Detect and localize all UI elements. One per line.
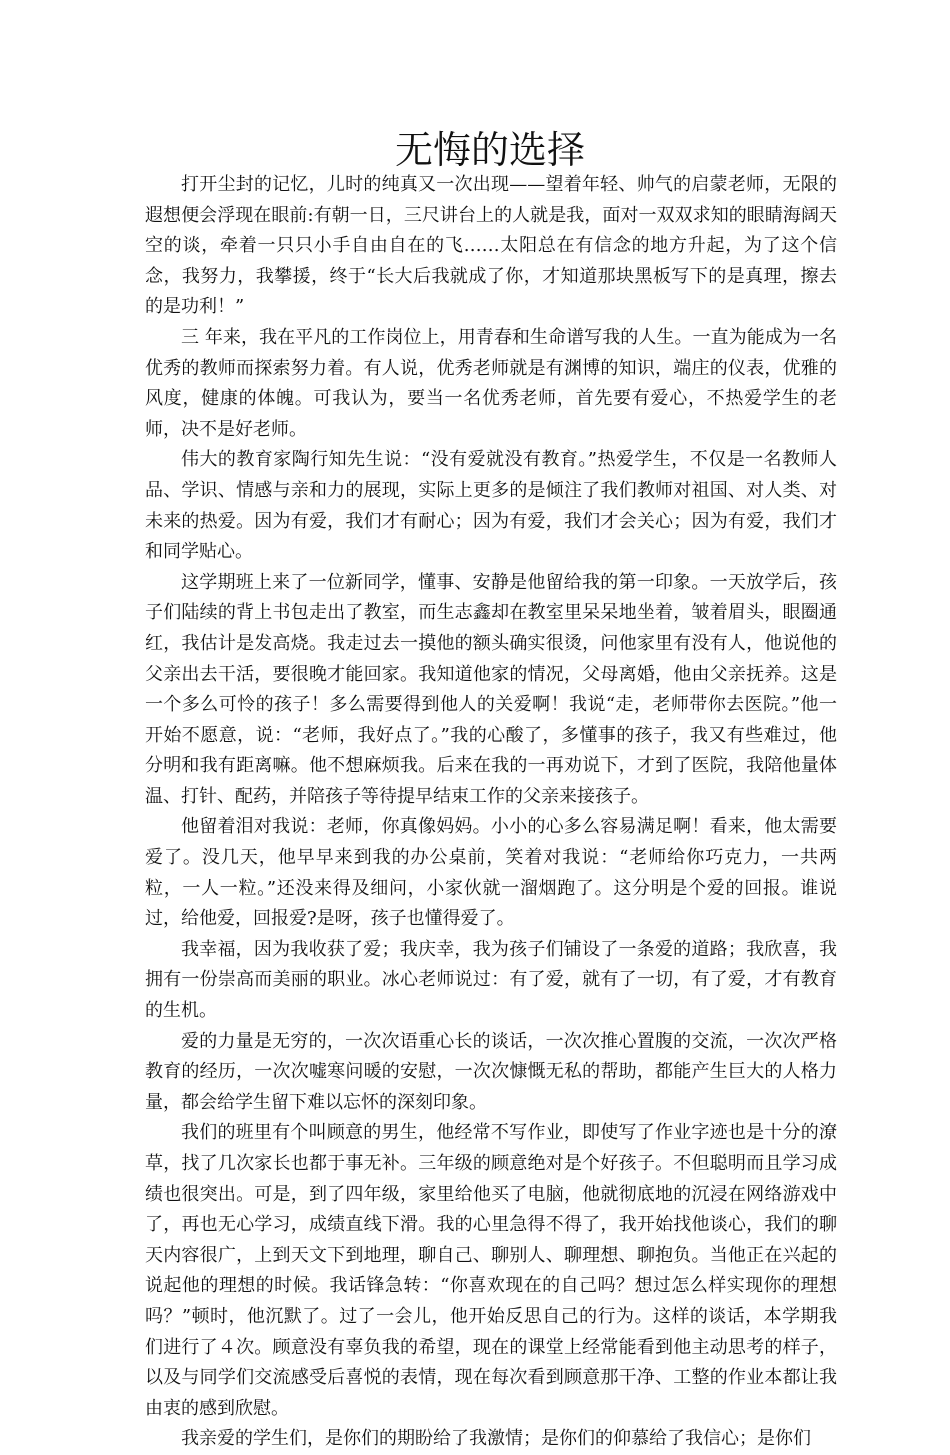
paragraph-3: 伟大的教育家陶行知先生说：“没有爱就没有教育。”热爱学生，不仅是一名教师人品、学识、情感与亲和力的展现，实际上更多的是倾注了我们教师对祖国、对人类、对未来的热爱。因为有爱，我们才有耐心；因为有爱，我们才会关心；因为有爱，我们才和同学贴心。 [145,449,837,563]
paragraph-2: 三 年来，我在平凡的工作岗位上，用青春和生命谱写我的人生。一直为能成为一名优秀的教师而探索努力着。有人说，优秀老师就是有渊博的知识，端庄的仪表，优雅的风度，健康的体魄。可我认为，要当一名优秀老师，首先要有爱心，不热爱学生的老师，决不是好老师。 [145,326,837,440]
document-title: 无悔的选择 [394,128,585,172]
paragraph-8: 我们的班里有个叫顾意的男生，他经常不写作业，即使写了作业字迹也是十分的潦草，找了几次家长也都于事无补。三年级的顾意绝对是个好孩子。不但聪明而且学习成绩也很突出。可是，到了四年级，家里给他买了电脑，他就彻底地的沉浸在网络游戏中了，再也无心学习，成绩直线下滑。我的心里急得不得了，我开始找他谈心，我们的聊天内容很广，上到天文下到地理，聊自己、聊别人、聊理想、聊抱负。当他正在兴起的说起他的理想的时候。我话锋急转：“你喜欢现在的自己吗？想过怎么样实现你的理想吗？”顿时，他沉默了。过了一会儿，他开始反思自己的行为。这样的谈话，本学期我们进行了４次。顾意没有辜负我的希望，现在的课堂上经常能看到他主动思考的样子，以及与同学们交流感受后喜悦的表情，现在每次看到顾意那干净、工整的作业本都让我由衷的感到欣慰。 [145,1122,837,1419]
paragraph-7: 爱的力量是无穷的，一次次语重心长的谈话，一次次推心置腹的交流，一次次严格教育的经历，一次次嘘寒问暖的安慰，一次次慷慨无私的帮助，都能产生巨大的人格力量，都会给学生留下难以忘怀的深刻印象。 [145,1030,837,1113]
paragraph-9: 我亲爱的学生们，是你们的期盼给了我激情；是你们的仰慕给了我信心；是你们 [181,1428,811,1450]
paragraph-5: 他留着泪对我说：老师，你真像妈妈。小小的心多么容易满足啊！看来，他太需要爱了。没几天，他早早来到我的办公桌前，笑着对我说：“老师给你巧克力，一共两粒，一人一粒。”还没来得及细问，小家伙就一溜烟跑了。这分明是个爱的回报。谁说过，给他爱，回报爱?是呀，孩子也懂得爱了。 [145,816,837,930]
paragraph-1: 打开尘封的记忆，儿时的纯真又一次出现——望着年轻、帅气的启蒙老师，无限的遐想便会浮现在眼前:有朝一日，三尺讲台上的人就是我，面对一双双求知的眼睛海阔天空的谈，牵着一只只小手自由自在的飞……太阳总在有信念的地方升起，为了这个信念，我努力，我攀援，终于“长大后我就成了你，才知道那块黑板写下的是真理，擦去的是功利！” [145,174,837,318]
paragraph-4: 这学期班上来了一位新同学，懂事、安静是他留给我的第一印象。一天放学后，孩子们陆续的背上书包走出了教室，而生志鑫却在教室里呆呆地坐着，皱着眉头，眼圈通红，我估计是发高烧。我走过去一摸他的额头确实很烫，问他家里有没有人，他说他的父亲出去干活，要很晚才能回家。我知道他家的情况，父母离婚，他由父亲抚养。这是一个多么可怜的孩子！多么需要得到他人的关爱啊！我说“走，老师带你去医院。”他一开始不愿意，说：“老师，我好点了。”我的心酸了，多懂事的孩子，我又有些难过，他分明和我有距离嘛。他不想麻烦我。后来在我的一再劝说下，才到了医院，我陪他量体温、打针、配药，并陪孩子等待提早结束工作的父亲来接孩子。 [145,571,837,807]
document-body [145,170,837,1455]
paragraph-6: 我幸福，因为我收获了爱；我庆幸，我为孩子们铺设了一条爱的道路；我欣喜，我拥有一份崇高而美丽的职业。冰心老师说过：有了爱，就有了一切，有了爱，才有教育的生机。 [145,938,837,1022]
